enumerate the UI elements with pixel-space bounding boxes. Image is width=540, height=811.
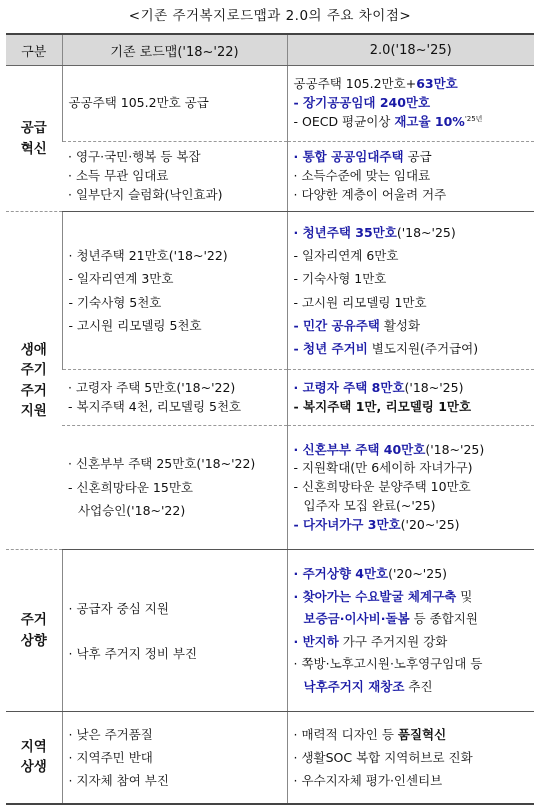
new-cell: · 주거상향 4만호('20~'25) · 찾아가는 수요발굴 체계구축 및 보증금·이사비·돌봄 등 종합지원 · 반지하 가구 주거지원 강화 · 쪽방·노후고시원·노후영구임대 등 낙후주거지 재창조 추진	[287, 550, 534, 712]
table-row	[6, 212, 534, 370]
table-row	[6, 66, 534, 142]
table-title: <기존 주거복지로드맵과 2.0의 주요 차이점>	[128, 8, 412, 24]
old-cell: · 신혼부부 주택 25만호('18~'22) - 신혼희망타운 15만호 사업승인('18~'22)	[62, 426, 287, 550]
new-cell: · 고령자 주택 8만호('18~'25) - 복지주택 1만, 리모델링 1만호	[287, 370, 534, 426]
comparison-table	[6, 33, 534, 805]
table-row	[6, 550, 534, 712]
category-supply: 공급 혁신	[6, 66, 62, 212]
old-cell: · 청년주택 21만호('18~'22) - 일자리연계 3만호 - 기숙사형 5천호 - 고시원 리모델링 5천호	[62, 212, 287, 370]
header-row	[6, 34, 534, 66]
table-row	[6, 142, 534, 212]
old-cell: · 영구·국민·행복 등 복잡 · 소득 무관 임대료 · 일부단지 슬럼화(낙인효과)	[62, 142, 287, 212]
old-cell: · 공급자 중심 지원 · 낙후 주거지 정비 부진	[62, 550, 287, 712]
new-cell: · 매력적 디자인 등 품질혁신 · 생활SOC 복합 지역허브로 진화 · 우수지자체 평가·인센티브	[287, 712, 534, 804]
category-upgrade: 주거 상향	[6, 550, 62, 712]
old-cell: · 고령자 주택 5만호('18~'22) - 복지주택 4천, 리모델링 5천호	[62, 370, 287, 426]
table-row	[6, 426, 534, 550]
table-row	[6, 712, 534, 804]
new-cell: · 신혼부부 주택 40만호('18~'25) - 지원확대(만 6세이하 자녀가구) - 신혼희망타운 분양주택 10만호 입주자 모집 완료(~'25) - 다자녀가구 3만호('20~'25)	[287, 426, 534, 550]
header-category: 구분	[6, 34, 62, 66]
new-cell: · 청년주택 35만호('18~'25) - 일자리연계 6만호 - 기숙사형 1만호 - 고시원 리모델링 1만호 - 민간 공유주택 활성화 - 청년 주거비 별도지원(주거급여)	[287, 212, 534, 370]
table-row	[6, 370, 534, 426]
category-regional: 지역 상생	[6, 712, 62, 804]
header-new: 2.0('18~'25)	[287, 34, 534, 66]
header-old: 기존 로드맵('18~'22)	[62, 34, 287, 66]
new-cell: 공공주택 105.2만호+63만호 - 장기공공임대 240만호 - OECD 평균이상 재고율 10%$^{'25년}$	[287, 66, 534, 142]
old-cell: 공공주택 105.2만호 공급	[62, 66, 287, 142]
old-cell: · 낮은 주거품질 · 지역주민 반대 · 지자체 참여 부진	[62, 712, 287, 804]
new-cell: · 통합 공공임대주택 공급 · 소득수준에 맞는 임대료 · 다양한 계층이 어울려 거주	[287, 142, 534, 212]
category-lifecycle: 생애 주기 주거 지원	[6, 212, 62, 550]
